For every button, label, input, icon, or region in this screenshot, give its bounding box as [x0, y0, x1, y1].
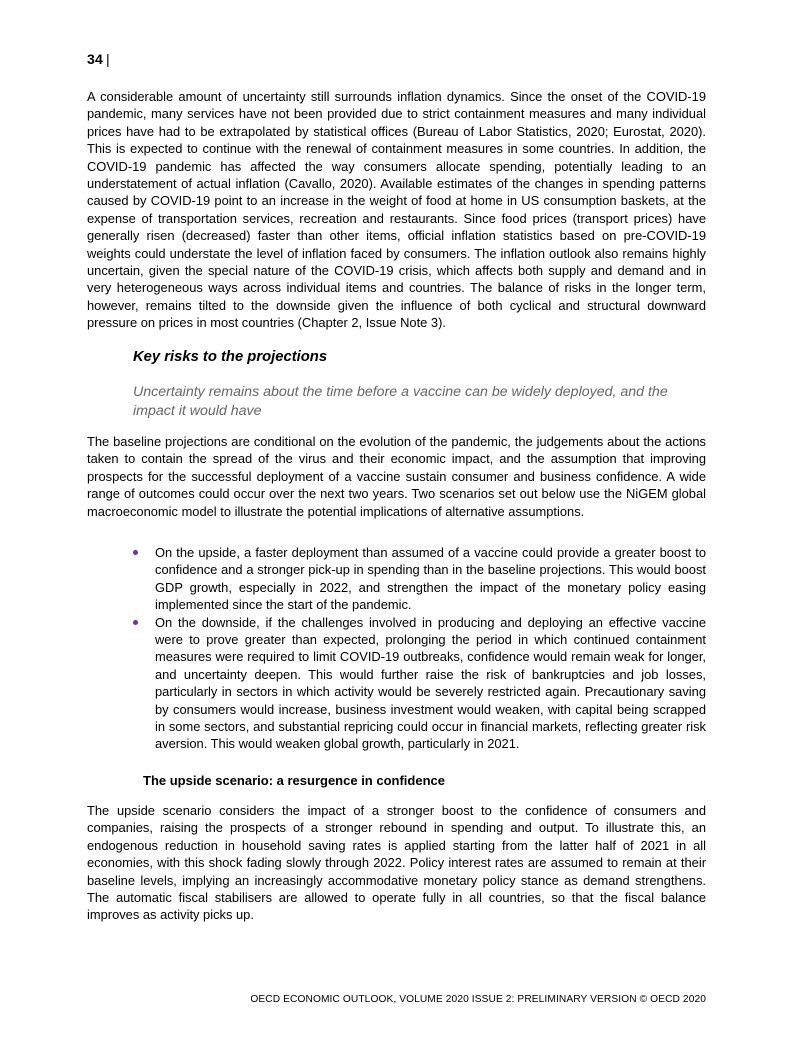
- bullet-text: On the downside, if the challenges involved in producing and deploying an effective vaccine were to prove greater than expected, prolonging the period in which continued containment measures were required to limit COVID-19 outbreaks, confidence would remain weak for longer, and uncertainty deepen. This would further raise the risk of bankruptcies and job losses, particularly in sectors in which activity would be severely restricted again. Precautionary saving by consumers would increase, business investment would weaken, with capital being scrapped in some sectors, and substantial repricing could occur in financial markets, reflecting greater risk aversion. This would weaken global growth, particularly in 2021.: [155, 614, 706, 752]
- bullet-upside: [155, 544, 706, 614]
- subsection-heading: The upside scenario: a resurgence in confidence: [143, 773, 445, 788]
- page-footer: OECD ECONOMIC OUTLOOK, VOLUME 2020 ISSUE 2: PRELIMINARY VERSION © OECD 2020: [250, 994, 706, 1005]
- bullet-dot-icon: [133, 550, 138, 555]
- bullet-downside: [155, 614, 706, 753]
- paragraph-baseline-projections: [87, 433, 706, 520]
- paragraph-upside-scenario: [87, 802, 706, 924]
- scenario-bullet-list: [155, 544, 706, 753]
- page-number-separator: |: [105, 51, 110, 67]
- paragraph-inflation-uncertainty: [87, 88, 706, 332]
- paragraph-text: The baseline projections are conditional on the evolution of the pandemic, the judgements about the actions taken to contain the spread of the virus and their economic impact, and the assumption that improving prospects for the successful deployment of a vaccine sustain consumer and business confidence. A wide range of outcomes could occur over the next two years. Two scenarios set out below use the NiGEM global macroeconomic model to illustrate the potential implications of alternative assumptions.: [87, 434, 706, 519]
- section-heading: Key risks to the projections: [133, 349, 328, 365]
- paragraph-text: The upside scenario considers the impact of a stronger boost to the confidence of consumers and companies, raising the prospects of a stronger rebound in spending and output. To illustrate this, an endogenous reduction in household saving rates is applied starting from the latter half of 2021 in all economies, with this shock fading slowly through 2022. Policy interest rates are assumed to remain at their baseline levels, implying an increasingly accommodative monetary policy stance as demand strengthens. The automatic fiscal stabilisers are allowed to operate fully in all countries, so that the fiscal balance improves as activity picks up.: [87, 803, 706, 923]
- bullet-text: On the upside, a faster deployment than assumed of a vaccine could provide a greater boost to confidence and a stronger pick-up in spending than in the baseline projections. This would boost GDP growth, especially in 2022, and strengthen the impact of the monetary policy easing implemented since the start of the pandemic.: [155, 545, 706, 613]
- bullet-dot-icon: [133, 620, 138, 625]
- paragraph-text: A considerable amount of uncertainty still surrounds inflation dynamics. Since the onset of the COVID-19 pandemic, many services have not been provided due to strict containment measures and many individual prices have had to be extrapolated by statistical offices (Bureau of Labor Statistics, 2020; Eurostat, 2020). This is expected to continue with the renewal of containment measures in some countries. In addition, the COVID-19 pandemic has affected the way consumers allocate spending, potentially leading to an understatement of actual inflation (Cavallo, 2020). Available estimates of the changes in spending patterns caused by COVID-19 point to an increase in the weight of food at home in US consumption baskets, at the expense of transportation services, recreation and restaurants. Since food prices (transport prices) have generally risen (decreased) faster than other items, official inflation statistics based on pre-COVID-19 weights could understate the level of inflation faced by consumers. The inflation outlook also remains highly uncertain, given the special nature of the COVID-19 crisis, which affects both supply and demand and in very heterogeneous ways across individual items and countries. The balance of risks in the longer term, however, remains tilted to the downside given the influence of both cyclical and structural downward pressure on prices in most countries (Chapter 2, Issue Note 3).: [87, 89, 706, 331]
- page-number-value: 34: [87, 51, 103, 67]
- section-subheading: Uncertainty remains about the time before a vaccine can be widely deployed, and the impact it would have: [133, 384, 668, 419]
- page-number: [87, 51, 110, 67]
